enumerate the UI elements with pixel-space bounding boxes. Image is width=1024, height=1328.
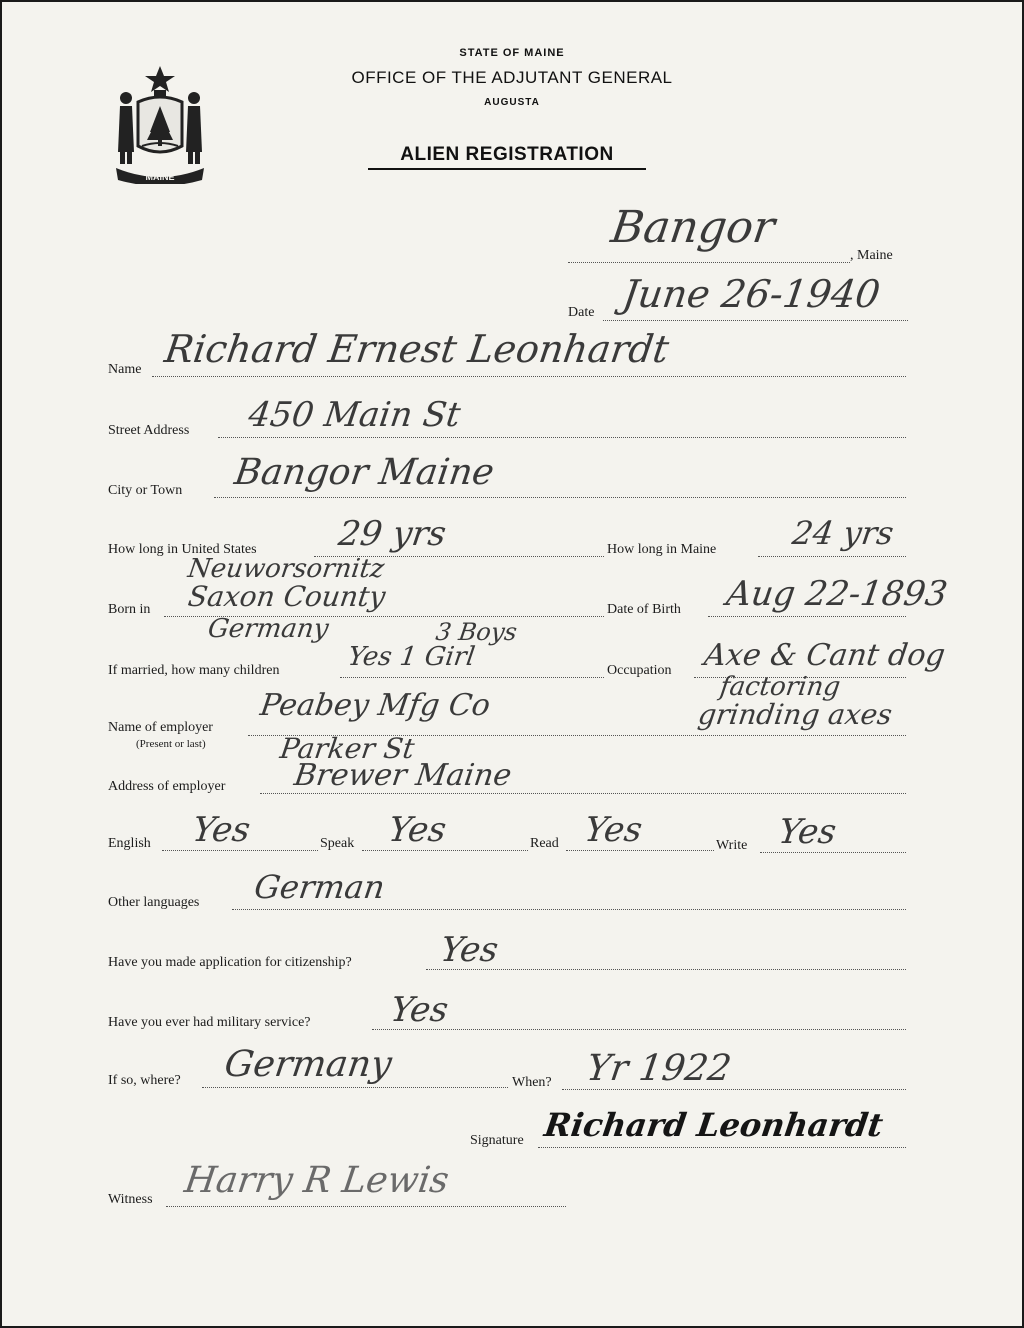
children-label: If married, how many children bbox=[108, 663, 280, 678]
write-line bbox=[760, 852, 906, 853]
employer-address-value-line2: Brewer Maine bbox=[292, 758, 514, 793]
occupation-value-line1: Axe & Cant dog bbox=[702, 638, 948, 673]
employer-value: Peabey Mfg Co bbox=[258, 688, 493, 723]
employer-label: Name of employer bbox=[108, 720, 213, 735]
where-value: Germany bbox=[222, 1044, 395, 1085]
born-in-value-line3: Germany bbox=[206, 614, 331, 644]
how-long-maine-value: 24 yrs bbox=[790, 514, 897, 552]
other-languages-line bbox=[232, 909, 906, 910]
witness-label: Witness bbox=[108, 1192, 153, 1207]
maine-label: , Maine bbox=[850, 248, 893, 263]
where-line bbox=[202, 1087, 508, 1088]
military-line bbox=[372, 1029, 906, 1030]
state-seal-icon bbox=[110, 62, 210, 184]
english-line bbox=[162, 850, 318, 851]
children-value-line2: Yes 1 Girl bbox=[346, 642, 477, 672]
date-of-birth-label: Date of Birth bbox=[607, 602, 681, 617]
date-line bbox=[603, 320, 908, 321]
employer-address-label: Address of employer bbox=[108, 779, 226, 794]
employer-address-line bbox=[260, 793, 906, 794]
svg-text:MAINE: MAINE bbox=[145, 172, 175, 182]
date-of-birth-value: Aug 22-1893 bbox=[724, 574, 950, 614]
citizenship-label: Have you made application for citizenship? bbox=[108, 955, 352, 970]
occupation-value-line2: factoring bbox=[718, 672, 843, 702]
born-in-label: Born in bbox=[108, 602, 151, 617]
name-label: Name bbox=[108, 362, 142, 377]
form-title: ALIEN REGISTRATION bbox=[368, 144, 646, 170]
name-line bbox=[152, 376, 906, 377]
when-value: Yr 1922 bbox=[584, 1048, 734, 1089]
speak-line bbox=[362, 850, 528, 851]
english-value: Yes bbox=[190, 810, 253, 850]
employer-sublabel: (Present or last) bbox=[136, 738, 206, 750]
header-city: AUGUSTA bbox=[484, 97, 540, 108]
witness-value: Harry R Lewis bbox=[182, 1160, 452, 1201]
write-label: Write bbox=[716, 838, 748, 853]
children-line bbox=[340, 677, 604, 678]
how-long-maine-line bbox=[758, 556, 906, 557]
town-line bbox=[568, 262, 850, 263]
town-value: Bangor bbox=[608, 202, 778, 253]
city-line bbox=[214, 497, 906, 498]
read-label: Read bbox=[530, 836, 559, 851]
read-line bbox=[566, 850, 714, 851]
street-address-label: Street Address bbox=[108, 423, 190, 438]
occupation-label: Occupation bbox=[607, 663, 672, 678]
military-label: Have you ever had military service? bbox=[108, 1015, 311, 1030]
children-value-line1: 3 Boys bbox=[434, 618, 519, 646]
citizenship-value: Yes bbox=[438, 930, 501, 970]
date-label: Date bbox=[568, 305, 595, 320]
city-value: Bangor Maine bbox=[232, 452, 497, 493]
street-address-value: 450 Main St bbox=[246, 395, 463, 435]
other-languages-label: Other languages bbox=[108, 895, 200, 910]
occupation-value-line3: grinding axes bbox=[696, 698, 895, 731]
when-label: When? bbox=[512, 1075, 552, 1090]
write-value: Yes bbox=[776, 812, 839, 852]
born-in-value-line2: Saxon County bbox=[186, 580, 388, 613]
employer-address-value-line1: Parker St bbox=[278, 732, 417, 765]
citizenship-line bbox=[426, 969, 906, 970]
header-state: STATE OF MAINE bbox=[459, 47, 565, 59]
signature-label: Signature bbox=[470, 1133, 524, 1148]
how-long-us-value: 29 yrs bbox=[336, 514, 449, 554]
signature-line bbox=[538, 1147, 906, 1148]
signature-value: Richard Leonhardt bbox=[542, 1106, 886, 1144]
military-value: Yes bbox=[388, 990, 451, 1030]
how-long-us-label: How long in United States bbox=[108, 542, 257, 557]
other-languages-value: German bbox=[252, 868, 388, 906]
english-label: English bbox=[108, 836, 151, 851]
speak-label: Speak bbox=[320, 836, 355, 851]
name-value: Richard Ernest Leonhardt bbox=[162, 327, 672, 371]
city-label: City or Town bbox=[108, 483, 183, 498]
where-label: If so, where? bbox=[108, 1073, 181, 1088]
date-value: June 26-1940 bbox=[620, 272, 883, 316]
speak-value: Yes bbox=[386, 810, 449, 850]
street-address-line bbox=[218, 437, 906, 438]
when-line bbox=[562, 1089, 906, 1090]
date-of-birth-line bbox=[708, 616, 906, 617]
read-value: Yes bbox=[582, 810, 645, 850]
header-office: OFFICE OF THE ADJUTANT GENERAL bbox=[351, 68, 673, 87]
how-long-maine-label: How long in Maine bbox=[607, 542, 717, 557]
witness-line bbox=[166, 1206, 566, 1207]
born-in-value-line1: Neuworsornitz bbox=[186, 554, 387, 584]
